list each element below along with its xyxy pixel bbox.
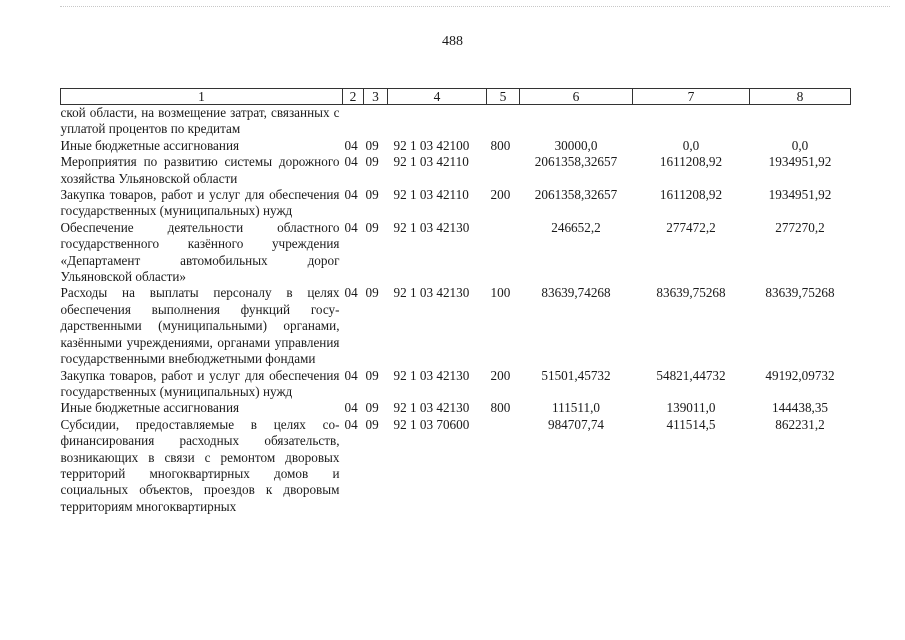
row-section-code: 04	[344, 400, 358, 416]
row-expense-type-code: 800	[490, 137, 511, 153]
header-col-1: 1	[61, 89, 343, 105]
row-section-code: 04	[344, 154, 358, 170]
header-col-2: 2	[343, 89, 364, 105]
header-col-6: 6	[520, 89, 633, 105]
header-col-4: 4	[388, 89, 487, 105]
row-expense-type-code	[487, 154, 520, 187]
header-col-5: 5	[487, 89, 520, 105]
row-target-article-code: 92 1 03 42130	[393, 367, 470, 383]
row-amount-col-7: 0,0	[682, 137, 700, 153]
header-col-8: 8	[750, 89, 851, 105]
table-body	[61, 105, 851, 516]
row-amount-col-6: 246652,2	[551, 219, 601, 235]
table-row	[61, 154, 851, 187]
row-target-article-code: 92 1 03 42100	[393, 137, 470, 153]
row-section-code: 04	[344, 187, 358, 203]
row-amount-col-7: 411514,5	[666, 416, 716, 432]
row-amount-col-8: 862231,2	[775, 416, 825, 432]
row-name: Иные бюджетные ассигнования	[60, 400, 240, 416]
row-name: Закупка товаров, работ и услуг для обеспечения государственных (муниципальных) нужд	[60, 367, 340, 399]
row-subsection-code: 09	[365, 367, 379, 383]
row-amount-col-6: 30000,0	[554, 137, 598, 153]
row-amount-col-6: 51501,45732	[541, 367, 611, 383]
row-expense-type-code: 200	[490, 187, 511, 203]
table-row	[61, 187, 851, 220]
row-amount-col-6: 984707,74	[547, 416, 605, 432]
row-section-code: 04	[344, 416, 358, 432]
row-name: Расходы на выплаты персоналу в целях обеспечения выполнения функций государственными (муниципальными) органами, казёнными учреждениями, органами управления государственными внебюджетными фондами	[60, 285, 340, 367]
row-amount-col-7: 1611208,92	[659, 187, 723, 203]
row-expense-type-code: 100	[490, 285, 511, 301]
table-row	[61, 105, 851, 138]
row-name: Закупка товаров, работ и услуг для обеспечения государственных (муниципальных) нужд	[60, 187, 340, 219]
row-section-code: 04	[344, 367, 358, 383]
row-amount-col-8: 49192,09732	[765, 367, 835, 383]
header-col-3: 3	[364, 89, 388, 105]
row-name: Обеспечение деятельности областного государственного казённого учреждения «Департамент автомобильных дорог Ульяновской области»	[60, 219, 340, 285]
row-amount-col-8: 1934951,92	[768, 187, 832, 203]
row-amount-col-7	[633, 105, 750, 138]
row-target-article-code: 92 1 03 42130	[393, 219, 470, 235]
row-target-article-code	[388, 105, 487, 138]
row-target-article-code: 92 1 03 42130	[393, 400, 470, 416]
row-amount-col-8: 0,0	[791, 137, 809, 153]
row-subsection-code: 09	[365, 285, 379, 301]
row-amount-col-8: 144438,35	[771, 400, 829, 416]
row-amount-col-8: 1934951,92	[768, 154, 832, 170]
header-col-7: 7	[633, 89, 750, 105]
table-row	[61, 220, 851, 286]
row-amount-col-8: 277270,2	[775, 219, 825, 235]
row-expense-type-code: 200	[490, 367, 511, 383]
scan-artifact-line	[60, 6, 890, 8]
row-section-code: 04	[344, 137, 358, 153]
table-header	[61, 89, 851, 105]
row-amount-col-6: 83639,74268	[541, 285, 611, 301]
page-number: 488	[442, 34, 463, 49]
row-name: ской области, на возмещение затрат, связанных с уплатой процентов по кредитам	[60, 105, 340, 137]
row-target-article-code: 92 1 03 42110	[393, 187, 469, 203]
row-name: Мероприятия по развитию системы дорожного хозяйства Ульяновской области	[60, 154, 340, 186]
row-target-article-code: 92 1 03 42130	[393, 285, 470, 301]
row-target-article-code: 92 1 03 42110	[393, 154, 469, 170]
table-row	[61, 285, 851, 367]
row-amount-col-6	[520, 105, 633, 138]
row-amount-col-7: 277472,2	[666, 219, 716, 235]
row-expense-type-code	[487, 417, 520, 515]
row-expense-type-code	[487, 220, 520, 286]
row-amount-col-8: 83639,75268	[765, 285, 835, 301]
row-amount-col-7: 54821,44732	[656, 367, 726, 383]
row-subsection-code: 09	[365, 137, 379, 153]
row-amount-col-6: 2061358,32657	[534, 154, 618, 170]
table-row	[61, 417, 851, 515]
table-header-row	[61, 89, 851, 105]
row-subsection-code: 09	[365, 187, 379, 203]
row-subsection-code	[364, 105, 388, 138]
row-subsection-code: 09	[365, 154, 379, 170]
table-row	[61, 368, 851, 401]
row-section-code	[343, 105, 364, 138]
budget-table	[60, 88, 851, 515]
row-section-code: 04	[344, 219, 358, 235]
row-amount-col-7: 83639,75268	[656, 285, 726, 301]
row-amount-col-6: 111511,0	[552, 400, 600, 416]
row-target-article-code: 92 1 03 70600	[393, 416, 470, 432]
row-expense-type-code	[487, 105, 520, 138]
table-row	[61, 400, 851, 416]
row-amount-col-7: 1611208,92	[659, 154, 723, 170]
table-row	[61, 138, 851, 154]
row-amount-col-7: 139011,0	[666, 400, 716, 416]
row-name: Субсидии, предоставляемые в целях софинансирования расходных обязательств, возникающих в связи с ремонтом дворовых территорий многоквартирных домов и социальных объектов, проездов к дворовым территориям многоквартирных	[60, 416, 340, 514]
row-name: Иные бюджетные ассигнования	[60, 137, 240, 153]
row-section-code: 04	[344, 285, 358, 301]
row-subsection-code: 09	[365, 219, 379, 235]
row-subsection-code: 09	[365, 416, 379, 432]
row-subsection-code: 09	[365, 400, 379, 416]
row-amount-col-6: 2061358,32657	[534, 187, 618, 203]
row-expense-type-code: 800	[490, 400, 511, 416]
row-amount-col-8	[750, 105, 851, 138]
